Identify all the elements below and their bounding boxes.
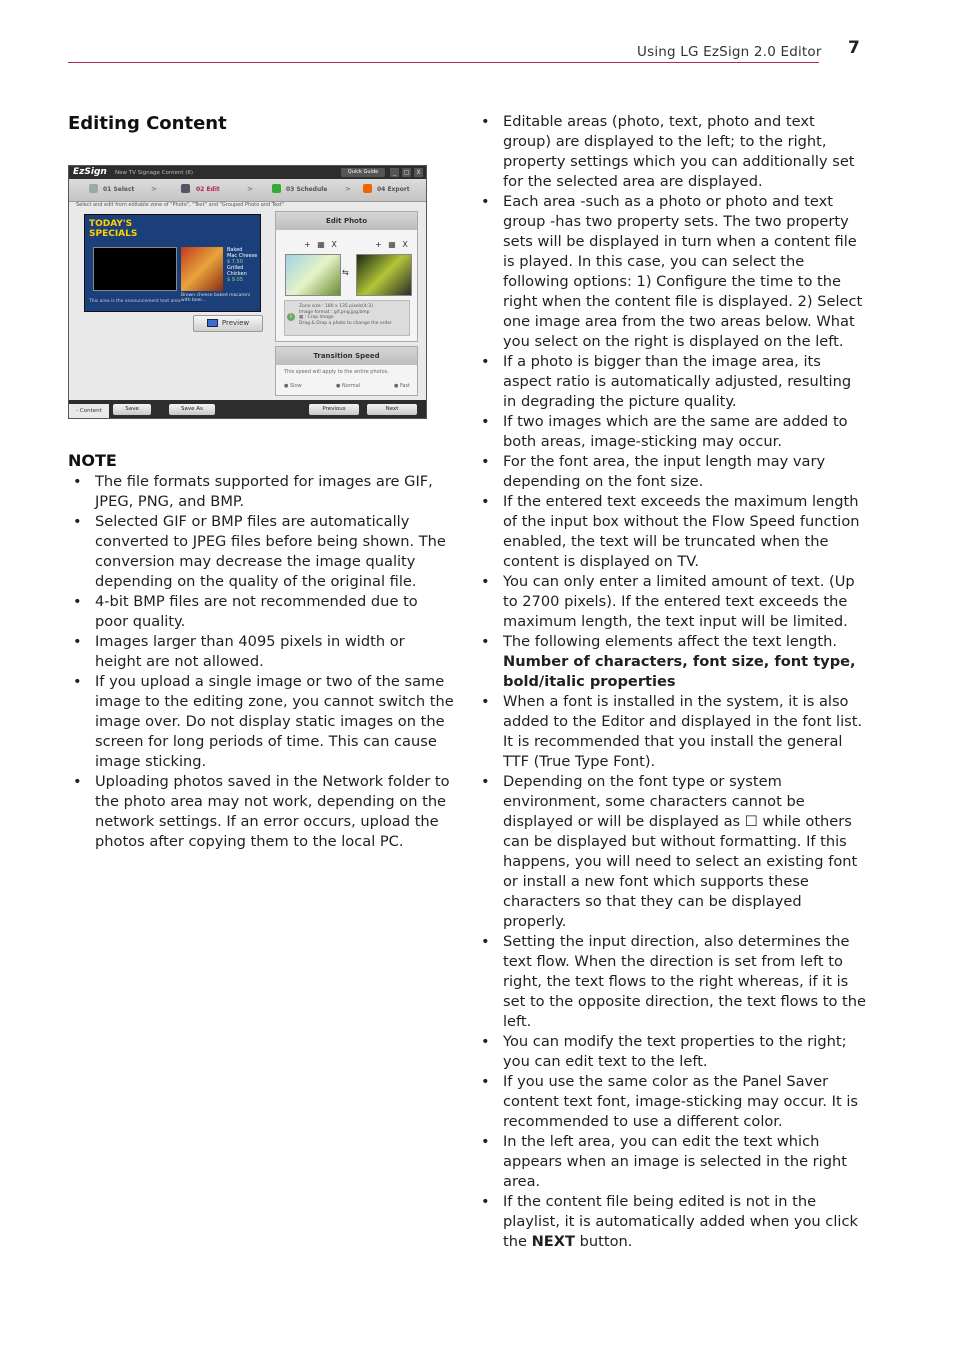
list-item: • Setting the input direction, also determines the text flow. When the direction is set from left to right, the text flows to the right whereas, if it is set to the opposite direction, the text flows to the left. xyxy=(476,932,866,1032)
close-button[interactable]: X xyxy=(414,168,423,177)
note-list xyxy=(68,472,455,852)
price-list: Baked Mac Cheese $ 7.50 Grilled Chicken $ 9.05 xyxy=(227,247,258,283)
ezsign-logo: EzSign xyxy=(73,167,107,177)
edit-photo-panel xyxy=(275,211,418,342)
page-number: 7 xyxy=(848,38,860,58)
editing-notes-list xyxy=(476,112,866,1252)
canvas-description: Brown cheese baked macaroni with beer... xyxy=(181,293,251,303)
step-schedule[interactable]: 03 Schedule xyxy=(286,186,328,193)
edit-hint: Select and edit from editable zone of "Photo", "Text" and "Grouped Photo and Text" xyxy=(76,202,285,208)
list-item: • If the content file being edited is not in the playlist, it is automatically added when you click the NEXT button. xyxy=(476,1192,866,1252)
list-item: • Editable areas (photo, text, photo and text group) are displayed to the left; to the right, property settings which you can additionally set for the selected area are displayed. xyxy=(476,112,866,192)
photo-info-box: i Zone size : 180 x 135 pixels(4:3) Image format : gif,png,jpg,bmp ▦ : Crop Image Drag & Drop a photo to change the order xyxy=(284,300,410,336)
monitor-icon xyxy=(207,319,218,327)
save-as-button[interactable]: Save As xyxy=(169,404,215,415)
content-tab[interactable]: - Content xyxy=(69,404,109,419)
list-item: • If a photo is bigger than the image area, its aspect ratio is automatically adjusted, resulting in degrading the picture quality. xyxy=(476,352,866,412)
minimize-button[interactable]: _ xyxy=(390,168,399,177)
canvas-title: TODAY'S SPECIALS xyxy=(89,219,138,239)
photo-slot-2[interactable] xyxy=(356,254,412,296)
editor-screenshot xyxy=(68,165,427,419)
transition-speed-title: Transition Speed xyxy=(276,347,417,365)
speed-slow-radio[interactable]: ● Slow xyxy=(284,383,302,389)
speed-fast-radio[interactable]: ● Fast xyxy=(394,383,410,389)
next-keyword: NEXT xyxy=(531,1233,575,1250)
step-edit[interactable]: 02 Edit xyxy=(196,186,220,193)
swap-icon[interactable]: ⇆ xyxy=(342,268,349,277)
list-item: • When a font is installed in the system, it is also added to the Editor and displayed in the font list. It is recommended that you install the general TTF (True Type Font). xyxy=(476,692,866,772)
window-titlebar xyxy=(69,166,426,179)
header-rule xyxy=(68,62,819,63)
photo-slot-1[interactable] xyxy=(285,254,341,296)
edit-photo-title: Edit Photo xyxy=(276,212,417,230)
transition-note: This speed will apply to the entire photos. xyxy=(284,369,389,375)
list-item: • Images larger than 4095 pixels in width or height are not allowed. xyxy=(68,632,455,672)
food-photo[interactable] xyxy=(181,247,223,291)
list-item: • If the entered text exceeds the maximum length of the input box without the Flow Speed function enabled, the text will be truncated when the content is displayed on TV. xyxy=(476,492,866,572)
content-canvas[interactable] xyxy=(84,214,261,312)
previous-button[interactable]: Previous xyxy=(309,404,359,415)
canvas-caption: This area is the announcement text area xyxy=(89,299,181,304)
list-item: • If you use the same color as the Panel Saver content text font, image-sticking may occur. It is recommended to use a different color. xyxy=(476,1072,866,1132)
step-export[interactable]: 04 Export xyxy=(377,186,410,193)
note-title: NOTE xyxy=(68,451,117,470)
list-item: • The following elements affect the text length. Number of characters, font size, font type, bold/italic properties xyxy=(476,632,866,692)
list-item: • You can only enter a limited amount of text. (Up to 2700 pixels). If the entered text exceeds the maximum length, the text input will be limited. xyxy=(476,572,866,632)
step-bar: 01 Select > 02 Edit > 03 Schedule > 04 Export xyxy=(69,179,426,202)
list-item: • Selected GIF or BMP files are automatically converted to JPEG files before being shown. The conversion may decrease the image quality depending on the quality of the original file. xyxy=(68,512,455,592)
running-header-title: Using LG EzSign 2.0 Editor xyxy=(637,44,822,60)
text-length-factors: Number of characters, font size, font type, bold/italic properties xyxy=(503,653,856,690)
list-item: • You can modify the text properties to the right; you can edit text to the left. xyxy=(476,1032,866,1072)
transition-speed-panel xyxy=(275,346,418,396)
list-item: • For the font area, the input length may vary depending on the font size. xyxy=(476,452,866,492)
step-select[interactable]: 01 Select xyxy=(103,186,135,193)
next-button[interactable]: Next xyxy=(367,404,417,415)
preview-button[interactable]: Preview xyxy=(193,315,263,332)
quick-guide-button[interactable]: Quick Guide xyxy=(341,168,385,177)
save-button[interactable]: Save xyxy=(113,404,151,415)
list-item: • Each area -such as a photo or photo and text group -has two property sets. The two property sets will be displayed in turn when a content file is played. In this case, you can select the following options: 1) Configure the time to the right when the content file is displayed. 2) Select one image area from the two areas below. What you select on the right is displayed on the left. xyxy=(476,192,866,352)
list-item: • 4-bit BMP files are not recommended due to poor quality. xyxy=(68,592,455,632)
photo1-tools[interactable]: + ▦ X xyxy=(304,240,339,249)
photo-zone[interactable] xyxy=(93,247,177,291)
list-item: • If two images which are the same are added to both areas, image-sticking may occur. xyxy=(476,412,866,452)
list-item: • Uploading photos saved in the Network folder to the photo area may not work, depending on the network settings. If an error occurs, upload the photos after copying them to the local PC. xyxy=(68,772,455,852)
list-item: • The file formats supported for images are GIF, JPEG, PNG, and BMP. xyxy=(68,472,455,512)
info-icon: i xyxy=(287,313,295,321)
bottom-toolbar xyxy=(69,400,426,419)
speed-normal-radio[interactable]: ● Normal xyxy=(336,383,361,389)
list-item: • If you upload a single image or two of the same image to the editing zone, you cannot switch the image over. Do not display static images on the screen for long periods of time. This can cause image sticking. xyxy=(68,672,455,772)
window-title: New TV Signage Content (6) xyxy=(115,170,194,176)
section-title: Editing Content xyxy=(68,113,227,134)
list-item: • Depending on the font type or system environment, some characters cannot be displayed or will be displayed as ☐ while others can be displayed but without formatting. If this happens, you will need to select an existing font or install a new font which supports these characters so that they can be displayed properly. xyxy=(476,772,866,932)
list-item: • In the left area, you can edit the text which appears when an image is selected in the right area. xyxy=(476,1132,866,1192)
photo2-tools[interactable]: + ▦ X xyxy=(375,240,410,249)
maximize-button[interactable]: □ xyxy=(403,169,410,176)
